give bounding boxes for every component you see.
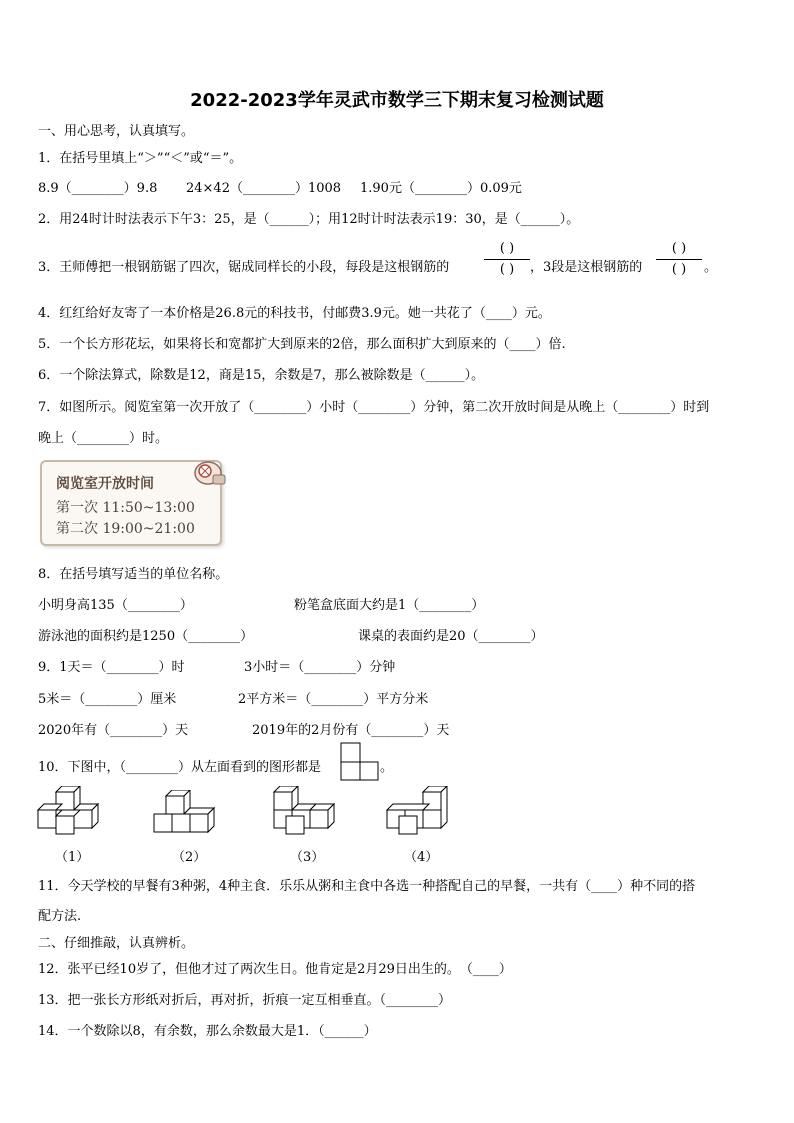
fraction-blank-2 [656,240,702,279]
sign-row-second: 第二次 19:00~21:00 [56,521,195,537]
section-heading-2: 二、仔细推敲，认真辨析。 [38,936,195,951]
question-8b: 粉笔盒底面大约是1（________） [294,598,485,613]
question-4: 4．红红给好友寄了一本价格是26.8元的科技书，付邮费3.9元。她一共花了（____）元。 [38,306,551,321]
fraction-denominator: ( ) [499,262,515,277]
question-9f: 2019年的2月份有（________）天 [252,723,450,738]
figure-label-4: （4） [404,850,439,865]
section-heading-1: 一、用心思考，认真填写。 [38,124,195,139]
fraction-numerator: ( ) [671,241,687,256]
question-9e: 2020年有（________）天 [38,723,189,738]
question-11-line1: 11．今天学校的早餐有3种粥，4种主食．乐乐从粥和主食中各选一种搭配自己的早餐，一共有（____）种不同的搭 [38,879,696,894]
question-14: 14．一个数除以8，有余数，那么余数最大是1．（______） [38,1024,377,1039]
fraction-bar [484,259,530,260]
question-7-line1: 7．如图所示。阅览室第一次开放了（________）小时（________）分钟，第二次开放时间是从晚上（________）时到 [38,400,710,415]
question-7-line2: 晚上（________）时。 [38,431,169,446]
sign-row-first: 第一次 11:50~13:00 [56,500,195,516]
question-2: 2．用24时计时法表示下午3：25，是（______）；用12时计时法表示19：30，是（______）。 [38,212,580,227]
figure-label-3: （3） [290,850,325,865]
fraction-denominator: ( ) [671,262,687,277]
fraction-blank-1 [484,240,530,279]
figure-label-1: （1） [55,850,90,865]
question-3-part1: 3．王师傅把一根钢筋锯了四次，锯成同样长的小段，每段是这根钢筋的 [38,260,450,275]
question-9a: 9．1天＝（________）时 [38,660,185,675]
figure-label-2: （2） [172,850,207,865]
question-10: 10．下图中，（________）从左面看到的图形都是 [38,760,322,775]
sign-title: 阅览室开放时间 [56,476,154,492]
cube-figure-3 [272,786,344,838]
cube-figure-2 [152,790,222,840]
question-6: 6．一个除法算式，除数是12，商是15，余数是7，那么被除数是（______）。 [38,368,485,383]
reading-room-hours-sign [40,460,222,546]
question-9d: 2平方米＝（________）平方分米 [238,692,429,707]
question-3-part3: 。 [704,260,718,275]
question-8c: 游泳池的面积约是1250（________） [38,629,254,644]
question-12: 12．张平已经10岁了，但他才过了两次生日。他肯定是2月29日出生的。 （____） [38,962,512,977]
question-1a: 8.9（________）9.8 [38,181,158,196]
page-title: 2022-2023学年灵武市数学三下期末复习检测试题 [190,90,604,111]
fraction-numerator: ( ) [499,241,515,256]
question-9c: 5米＝（________）厘米 [38,692,177,707]
question-13: 13．把一张长方形纸对折后，再对折，折痕一定互相垂直。（________） [38,993,452,1008]
camera-decoration-icon [190,458,230,492]
cube-figure-1 [36,786,106,838]
question-8d: 课桌的表面约是20（________） [358,629,544,644]
question-8: 8．在括号填写适当的单位名称。 [38,567,229,582]
question-9b: 3小时＝（________）分钟 [244,660,396,675]
left-view-shape-figure [340,742,380,782]
fraction-bar [656,259,702,260]
question-11-line2: 配方法. [38,909,82,924]
question-8a: 小明身高135（________） [38,598,193,613]
question-1b: 24×42（________）1008 [186,181,342,196]
question-1: 1．在括号里填上“＞”“＜”或“＝”。 [38,151,243,166]
question-5: 5．一个长方形花坛，如果将长和宽都扩大到原来的2倍，那么面积扩大到原来的（____）倍. [38,337,566,352]
cube-figure-4 [385,786,457,838]
question-10-end: 。 [380,760,394,775]
question-1c: 1.90元（________）0.09元 [360,181,522,196]
question-3-part2: ，3段是这根钢筋的 [530,260,643,275]
